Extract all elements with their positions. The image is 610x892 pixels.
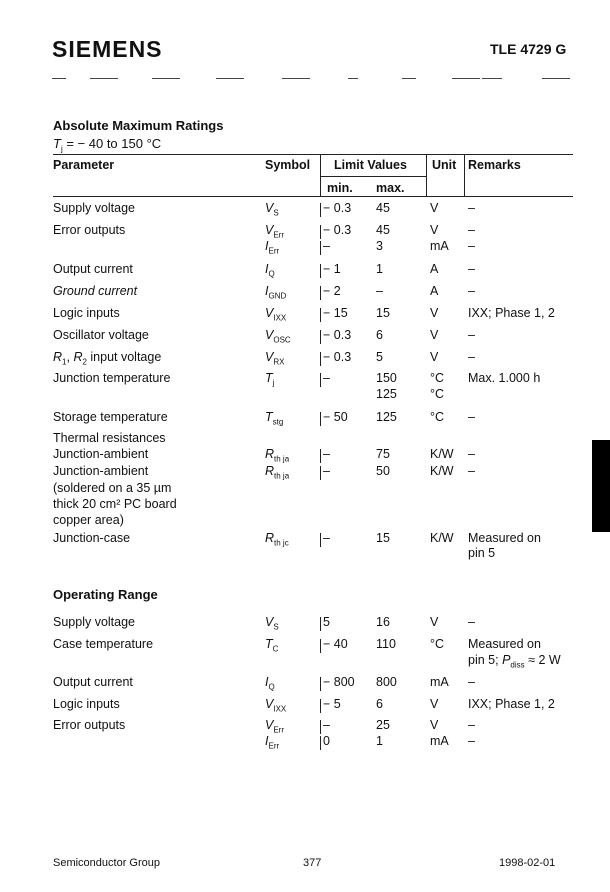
amr-row-symbol-1: $V_{Err}$ <box>265 223 285 240</box>
op-row-unit-4: V <box>430 697 439 711</box>
amr-row-remark-12: – <box>468 447 475 461</box>
amr-row-param-1: Error outputs <box>53 223 126 237</box>
amr-row-max-12: 75 <box>376 447 390 461</box>
amr-row-cell-divider-8 <box>320 373 321 387</box>
amr-row-min-7: − 0.3 <box>323 350 352 364</box>
op-row-cell-divider-0 <box>320 617 321 631</box>
op-row-max-0: 16 <box>376 615 390 629</box>
col-limit-values: Limit Values <box>334 158 407 172</box>
op-title: Operating Range <box>53 587 158 602</box>
amr-row-param-12: Junction-ambient <box>53 447 149 461</box>
amr-row-param-13: Junction-ambient <box>53 464 149 478</box>
amr-row-remark-5: IXX; Phase 1, 2 <box>468 306 555 320</box>
amr-row-max-7: 5 <box>376 350 383 364</box>
footer-left: Semiconductor Group <box>53 857 160 869</box>
op-row-symbol-0: $V_S$ <box>265 615 279 632</box>
amr-row-remark-13: – <box>468 464 475 478</box>
amr-row-unit-12: K/W <box>430 447 454 461</box>
op-row-cell-divider-4 <box>320 699 321 713</box>
op-row-remark-0: – <box>468 615 475 629</box>
amr-row-param-7: $R_1$, $R_2$ input voltage <box>53 350 162 367</box>
op-row-cell-divider-5 <box>320 720 321 734</box>
amr-row-cell-divider-12 <box>320 449 321 463</box>
amr-row-min-13: – <box>323 464 330 478</box>
amr-row-cell-divider-5 <box>320 308 321 322</box>
amr-row-max-17: 15 <box>376 531 390 545</box>
amr-row-min-6: − 0.3 <box>323 328 352 342</box>
op-row-param-1: Case temperature <box>53 637 154 651</box>
amr-row-cell-divider-13 <box>320 466 321 480</box>
amr-row-cell-divider-3 <box>320 264 321 278</box>
amr-row-max-13: 50 <box>376 464 390 478</box>
amr-title: Absolute Maximum Ratings <box>53 118 224 133</box>
op-row-min-4: − 5 <box>323 697 341 711</box>
amr-row-symbol-4: $I_{GND}$ <box>265 284 287 301</box>
amr-row-unit-2: mA <box>430 239 449 253</box>
amr-row-remark-18: pin 5 <box>468 546 496 560</box>
op-row-unit-1: °C <box>430 637 445 651</box>
amr-temp-range: $T_j$ = − 40 to 150 °C <box>53 136 162 154</box>
amr-row-min-5: − 15 <box>323 306 348 320</box>
col-remarks: Remarks <box>468 158 521 172</box>
op-row-symbol-1: $T_C$ <box>265 637 279 654</box>
amr-row-unit-17: K/W <box>430 531 454 545</box>
section-tab-marker <box>592 440 610 532</box>
amr-row-cell-divider-2 <box>320 241 321 255</box>
amr-row-min-0: − 0.3 <box>323 201 352 215</box>
amr-row-cell-divider-0 <box>320 203 321 217</box>
amr-row-max-1: 45 <box>376 223 390 237</box>
amr-row-unit-13: K/W <box>430 464 454 478</box>
op-row-unit-5: V <box>430 718 439 732</box>
amr-row-symbol-5: $V_{IXX}$ <box>265 306 287 323</box>
header-divider <box>52 78 572 80</box>
amr-row-unit-4: A <box>430 284 439 298</box>
op-row-min-1: − 40 <box>323 637 348 651</box>
amr-row-min-8: – <box>323 371 330 385</box>
op-row-min-6: 0 <box>323 734 330 748</box>
op-row-remark-4: IXX; Phase 1, 2 <box>468 697 555 711</box>
col-symbol: Symbol <box>265 158 311 172</box>
amr-row-max-5: 15 <box>376 306 390 320</box>
op-row-remark-2: pin 5; $P_{diss} \approx 2$ W <box>468 653 561 670</box>
amr-row-symbol-6: $V_{OSC}$ <box>265 328 291 345</box>
op-row-remark-1: Measured on <box>468 637 541 651</box>
op-row-min-3: − 800 <box>323 675 355 689</box>
op-row-symbol-5: $V_{Err}$ <box>265 718 285 735</box>
amr-row-symbol-12: $R_{th ja}$ <box>265 447 290 464</box>
part-number: TLE 4729 G <box>490 41 567 57</box>
amr-row-unit-5: V <box>430 306 439 320</box>
amr-row-param-5: Logic inputs <box>53 306 120 320</box>
amr-row-remark-0: – <box>468 201 475 215</box>
amr-row-cell-divider-6 <box>320 330 321 344</box>
op-row-cell-divider-1 <box>320 639 321 653</box>
amr-row-unit-9: °C <box>430 387 445 401</box>
amr-row-min-1: − 0.3 <box>323 223 352 237</box>
op-row-min-5: – <box>323 718 330 732</box>
amr-row-param-10: Storage temperature <box>53 410 168 424</box>
op-row-unit-0: V <box>430 615 439 629</box>
op-row-cell-divider-6 <box>320 736 321 750</box>
amr-row-param-17: Junction-case <box>53 531 131 545</box>
op-row-symbol-4: $V_{IXX}$ <box>265 697 287 714</box>
amr-row-min-17: – <box>323 531 330 545</box>
op-row-max-3: 800 <box>376 675 397 689</box>
amr-row-remark-2: – <box>468 239 475 253</box>
op-row-symbol-3: $I_Q$ <box>265 675 275 692</box>
amr-row-symbol-10: $T_{stg}$ <box>265 410 284 427</box>
amr-row-max-0: 45 <box>376 201 390 215</box>
amr-row-symbol-17: $R_{th jc}$ <box>265 531 289 548</box>
col-min: min. <box>327 181 353 195</box>
amr-row-cell-divider-7 <box>320 352 321 366</box>
amr-row-param-0: Supply voltage <box>53 201 136 215</box>
amr-row-remark-1: – <box>468 223 475 237</box>
amr-row-remark-7: – <box>468 350 475 364</box>
amr-row-unit-0: V <box>430 201 439 215</box>
amr-row-cell-divider-17 <box>320 533 321 547</box>
op-row-max-6: 1 <box>376 734 383 748</box>
amr-row-symbol-13: $R_{th ja}$ <box>265 464 290 481</box>
op-row-param-5: Error outputs <box>53 718 126 732</box>
op-row-param-4: Logic inputs <box>53 697 120 711</box>
amr-row-max-4: – <box>376 284 383 298</box>
amr-row-param-4: Ground current <box>53 284 138 298</box>
amr-row-max-9: 125 <box>376 387 397 401</box>
amr-row-min-12: – <box>323 447 330 461</box>
amr-row-unit-8: °C <box>430 371 445 385</box>
op-row-unit-6: mA <box>430 734 449 748</box>
amr-row-max-8: 150 <box>376 371 397 385</box>
amr-row-cell-divider-10 <box>320 412 321 426</box>
amr-row-max-2: 3 <box>376 239 383 253</box>
amr-row-unit-6: V <box>430 328 439 342</box>
amr-row-remark-8: Max. 1.000 h <box>468 371 541 385</box>
amr-row-symbol-2: $I_{Err}$ <box>265 239 280 256</box>
amr-row-unit-10: °C <box>430 410 445 424</box>
amr-row-max-3: 1 <box>376 262 383 276</box>
amr-row-cell-divider-4 <box>320 286 321 300</box>
op-row-max-4: 6 <box>376 697 383 711</box>
op-row-remark-3: – <box>468 675 475 689</box>
amr-row-remark-10: – <box>468 410 475 424</box>
amr-row-param-14: (soldered on a 35 µm <box>53 481 172 495</box>
amr-row-symbol-8: $T_j$ <box>265 371 275 388</box>
amr-row-remark-3: – <box>468 262 475 276</box>
amr-row-param-6: Oscillator voltage <box>53 328 149 342</box>
col-max: max. <box>376 181 405 195</box>
amr-row-param-3: Output current <box>53 262 133 276</box>
footer-date: 1998-02-01 <box>499 857 556 869</box>
amr-row-param-16: copper area) <box>53 513 124 527</box>
amr-row-symbol-3: $I_Q$ <box>265 262 275 279</box>
amr-row-remark-6: – <box>468 328 475 342</box>
op-row-remark-6: – <box>468 734 475 748</box>
col-parameter: Parameter <box>53 158 115 172</box>
footer-page-number: 377 <box>303 857 322 869</box>
op-row-min-0: 5 <box>323 615 330 629</box>
op-row-max-5: 25 <box>376 718 390 732</box>
amr-row-param-11: Thermal resistances <box>53 431 166 445</box>
op-row-symbol-6: $I_{Err}$ <box>265 734 280 751</box>
col-unit: Unit <box>432 158 457 172</box>
amr-row-min-2: – <box>323 239 330 253</box>
op-row-cell-divider-3 <box>320 677 321 691</box>
amr-row-unit-3: A <box>430 262 439 276</box>
amr-row-min-3: − 1 <box>323 262 341 276</box>
op-row-param-0: Supply voltage <box>53 615 136 629</box>
amr-row-param-8: Junction temperature <box>53 371 171 385</box>
amr-row-param-15: thick 20 cm² PC board <box>53 497 177 511</box>
amr-row-min-10: − 50 <box>323 410 348 424</box>
amr-row-min-4: − 2 <box>323 284 341 298</box>
amr-row-remark-17: Measured on <box>468 531 541 545</box>
amr-row-unit-7: V <box>430 350 439 364</box>
amr-row-unit-1: V <box>430 223 439 237</box>
amr-row-cell-divider-1 <box>320 225 321 239</box>
op-row-param-3: Output current <box>53 675 133 689</box>
amr-row-max-6: 6 <box>376 328 383 342</box>
amr-row-max-10: 125 <box>376 410 397 424</box>
company-logo: SIEMENS <box>52 36 163 62</box>
op-row-remark-5: – <box>468 718 475 732</box>
op-row-unit-3: mA <box>430 675 449 689</box>
amr-row-remark-4: – <box>468 284 475 298</box>
op-row-max-1: 110 <box>376 637 396 651</box>
amr-row-symbol-0: $V_S$ <box>265 201 279 218</box>
amr-row-symbol-7: $V_{RX}$ <box>265 350 285 367</box>
